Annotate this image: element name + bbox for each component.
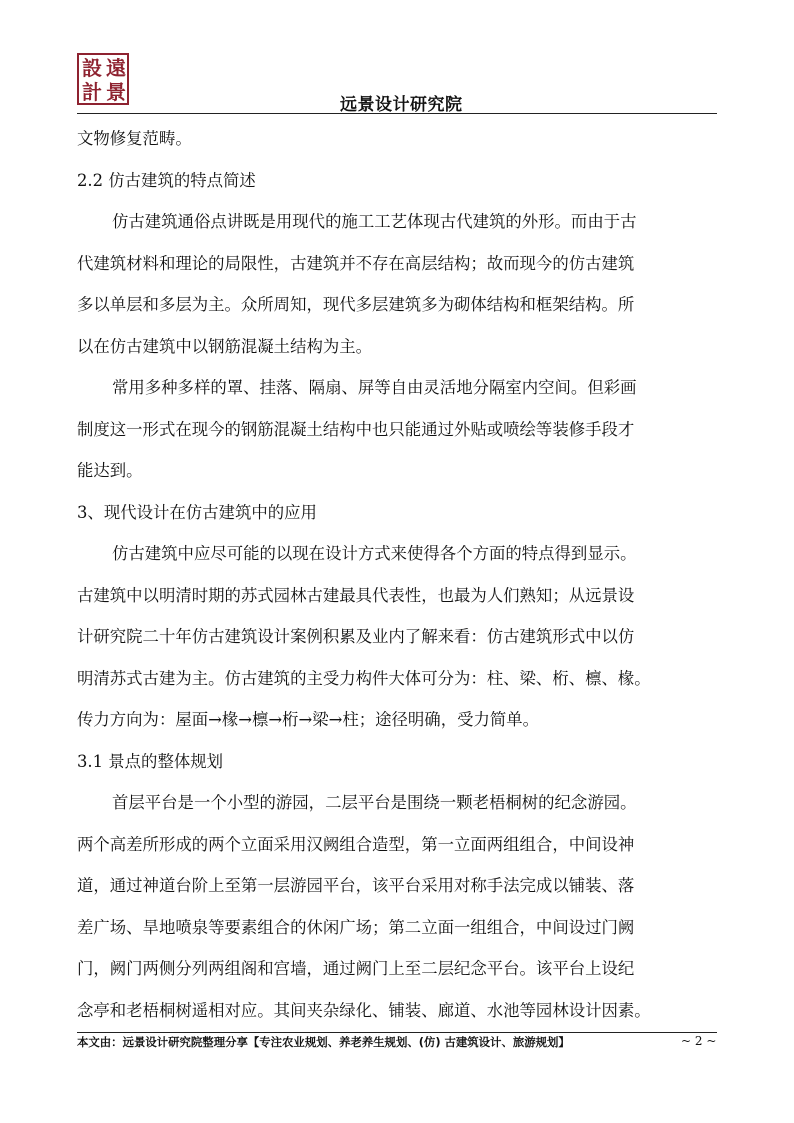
paragraph-line: 计研究院二十年仿古建筑设计案例积累及业内了解来看：仿古建筑形式中以仿 <box>77 627 635 646</box>
paragraph-line: 传力方向为：屋面→椽→檩→桁→梁→柱；途径明确，受力简单。 <box>77 710 540 729</box>
logo-char: 設 <box>82 56 102 80</box>
paragraph-line: 道，通过神道台阶上至第一层游园平台，该平台采用对称手法完成以铺装、落 <box>77 876 635 895</box>
paragraph-line: 多以单层和多层为主。众所周知，现代多层建筑多为砌体结构和框架结构。所 <box>77 295 635 314</box>
paragraph-line: 首层平台是一个小型的游园，二层平台是围绕一颗老梧桐树的纪念游园。 <box>112 793 637 812</box>
section-heading: 2.2 仿古建筑的特点简述 <box>77 170 256 190</box>
header-divider <box>77 113 717 114</box>
document-body <box>77 118 723 1031</box>
paragraph-line: 能达到。 <box>77 461 143 480</box>
paragraph-line: 门，阙门两侧分列两组阁和宫墙，通过阙门上至二层纪念平台。该平台上设纪 <box>77 959 635 978</box>
section-heading: 3.1 景点的整体规划 <box>77 751 224 771</box>
header-title: 远景设计研究院 <box>340 95 463 115</box>
logo <box>77 53 129 105</box>
logo-char: 景 <box>106 80 126 104</box>
footer-source: 本文由：远景设计研究院整理分享【专注农业规划、养老养生规划、(仿) 古建筑设计、旅游规划】 <box>77 1035 570 1049</box>
paragraph-line: 明清苏式古建为主。仿古建筑的主受力构件大体可分为：柱、梁、桁、檩、椽。 <box>77 668 651 688</box>
logo-char: 計 <box>82 80 102 104</box>
paragraph-line: 常用多种多样的罩、挂落、隔扇、屏等自由灵活地分隔室内空间。但彩画 <box>112 378 637 397</box>
paragraph-line: 念亭和老梧桐树遥相对应。其间夹杂绿化、铺装、廊道、水池等园林设计因素。 <box>77 1000 651 1020</box>
paragraph-line: 差广场、旱地喷泉等要素组合的休闲广场；第二立面一组组合，中间设过门阙 <box>77 917 635 937</box>
paragraph-line: 仿古建筑通俗点讲既是用现代的施工工艺体现古代建筑的外形。而由于古 <box>112 212 637 231</box>
paragraph-line: 文物修复范畴。 <box>77 129 192 148</box>
paragraph-line: 两个高差所形成的两个立面采用汉阙组合造型，第一立面两组组合，中间设神 <box>77 834 635 854</box>
paragraph-line: 以在仿古建筑中以钢筋混凝土结构为主。 <box>77 336 373 356</box>
logo-char: 遠 <box>106 56 126 80</box>
footer-divider <box>77 1032 717 1033</box>
paragraph-line: 仿古建筑中应尽可能的以现在设计方式来使得各个方面的特点得到显示。 <box>112 544 637 563</box>
paragraph-line: 古建筑中以明清时期的苏式园林古建最具代表性，也最为人们熟知；从远景设 <box>77 585 635 605</box>
paragraph-line: 制度这一形式在现今的钢筋混凝土结构中也只能通过外贴或喷绘等装修手段才 <box>77 419 635 439</box>
page-number: ~ 2 ~ <box>681 1034 717 1048</box>
paragraph-line: 代建筑材料和理论的局限性，古建筑并不存在高层结构；故而现今的仿古建筑 <box>77 253 635 273</box>
section-heading: 3、现代设计在仿古建筑中的应用 <box>77 502 317 522</box>
